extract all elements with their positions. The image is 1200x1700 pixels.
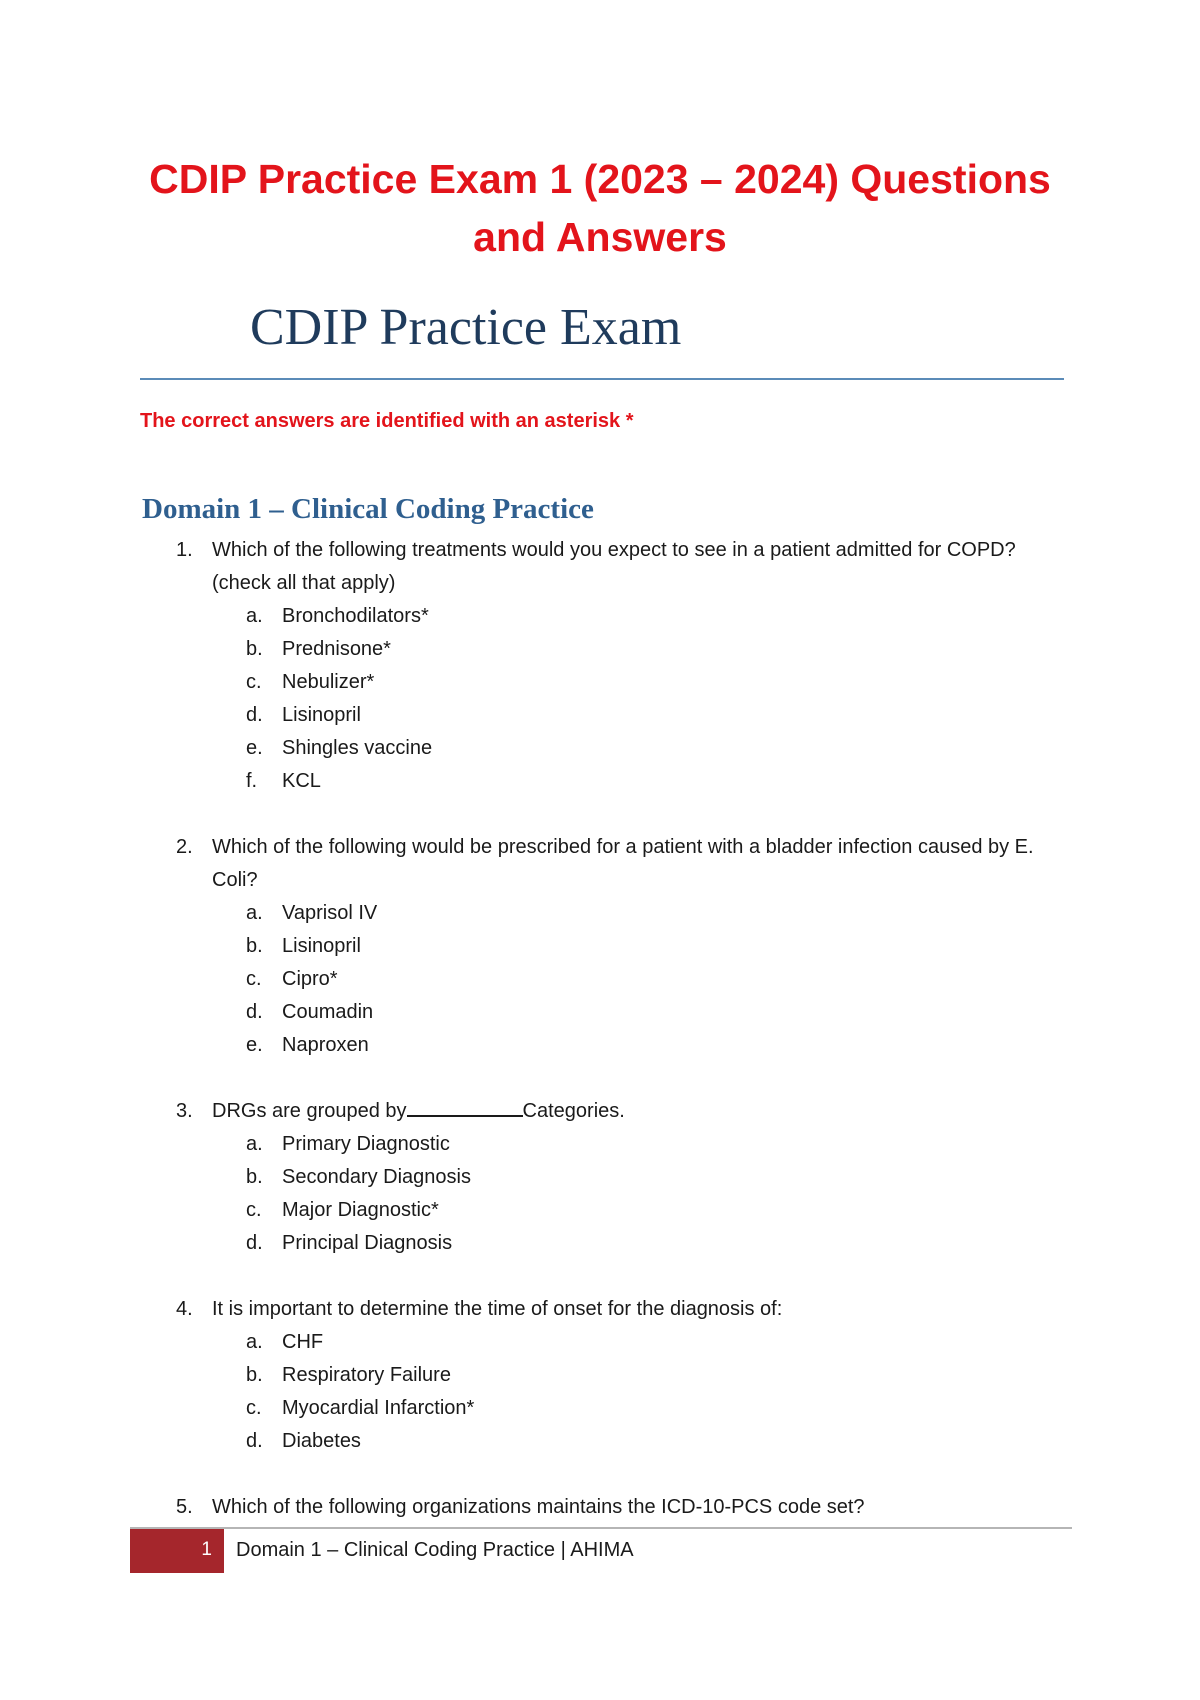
title-divider	[140, 378, 1064, 380]
answer-text: Cipro*	[282, 968, 338, 990]
answer-option	[246, 699, 1056, 732]
answer-letter: c.	[246, 671, 262, 693]
question-text: It is important to determine the time of onset for the diagnosis of:	[212, 1298, 783, 1320]
answer-letter: d.	[246, 1430, 263, 1452]
answer-option	[246, 1392, 1056, 1425]
answer-text: Diabetes	[282, 1430, 361, 1452]
answer-letter: c.	[246, 1397, 262, 1419]
answer-letter: b.	[246, 1166, 263, 1188]
answer-letter: a.	[246, 1331, 263, 1353]
answer-text: KCL	[282, 770, 321, 792]
answer-letter: d.	[246, 1001, 263, 1023]
answer-text: CHF	[282, 1331, 324, 1353]
answer-text: Principal Diagnosis	[282, 1232, 453, 1254]
answer-option	[246, 633, 1056, 666]
answer-text: Major Diagnostic*	[282, 1199, 439, 1221]
answer-letter: e.	[246, 1034, 263, 1056]
answer-option	[246, 1425, 1056, 1458]
footer-page-box	[130, 1529, 224, 1573]
answer-letter: d.	[246, 1232, 263, 1254]
footer-divider	[130, 1527, 1072, 1529]
question-text-row	[176, 1095, 1056, 1128]
answer-option	[246, 1326, 1056, 1359]
fill-in-blank	[407, 1095, 523, 1117]
question-list	[176, 534, 1056, 1557]
page-number: 1	[201, 1539, 212, 1560]
answer-text: Myocardial Infarction*	[282, 1397, 475, 1419]
question-number: 4.	[176, 1298, 193, 1320]
question-text-after: Categories.	[522, 1100, 625, 1122]
answer-letter: e.	[246, 737, 263, 759]
answer-option	[246, 1029, 1056, 1062]
answer-text: Shingles vaccine	[282, 737, 433, 759]
answer-letter: c.	[246, 968, 262, 990]
answer-text: Lisinopril	[282, 704, 361, 726]
answer-text: Vaprisol IV	[282, 902, 378, 924]
answer-list	[176, 897, 1056, 1062]
answer-list	[176, 600, 1056, 798]
answer-list	[176, 1128, 1056, 1260]
answer-option	[246, 765, 1056, 798]
answer-option	[246, 666, 1056, 699]
answer-option	[246, 930, 1056, 963]
answer-letter: a.	[246, 605, 263, 627]
question-text-before: DRGs are grouped by	[212, 1100, 407, 1122]
question-text-row	[176, 1293, 1056, 1326]
answer-option	[246, 897, 1056, 930]
question-4	[176, 1293, 1056, 1458]
answer-key-note: The correct answers are identified with an asterisk *	[140, 410, 634, 432]
document-title: CDIP Practice Exam 1 (2023 – 2024) Questions and Answers	[149, 156, 1051, 260]
answer-text: Prednisone*	[282, 638, 391, 660]
answer-letter: c.	[246, 1199, 262, 1221]
question-number: 5.	[176, 1496, 193, 1518]
question-3	[176, 1095, 1056, 1260]
question-text: Which of the following organizations maintains the ICD-10-PCS code set?	[212, 1496, 865, 1518]
answer-letter: b.	[246, 638, 263, 660]
footer-text: Domain 1 – Clinical Coding Practice | AHIMA	[236, 1539, 634, 1561]
question-text-row	[176, 831, 1056, 897]
domain-heading: Domain 1 – Clinical Coding Practice	[142, 493, 594, 525]
answer-option	[246, 963, 1056, 996]
answer-option	[246, 1161, 1056, 1194]
answer-text: Respiratory Failure	[282, 1364, 451, 1386]
question-number: 1.	[176, 539, 193, 561]
answer-text: Bronchodilators*	[282, 605, 429, 627]
question-text: Which of the following treatments would you expect to see in a patient admitted for COPD? (check all that apply)	[212, 539, 1016, 594]
answer-letter: b.	[246, 935, 263, 957]
question-text: Which of the following would be prescribed for a patient with a bladder infection caused by E. Coli?	[212, 836, 1034, 891]
answer-option	[246, 1128, 1056, 1161]
question-5	[176, 1491, 1056, 1524]
answer-text: Primary Diagnostic	[282, 1133, 450, 1155]
answer-letter: b.	[246, 1364, 263, 1386]
answer-text: Coumadin	[282, 1001, 374, 1023]
question-number: 2.	[176, 836, 193, 858]
answer-option	[246, 600, 1056, 633]
answer-option	[246, 1227, 1056, 1260]
answer-letter: a.	[246, 1133, 263, 1155]
answer-text: Naproxen	[282, 1034, 369, 1056]
answer-text: Lisinopril	[282, 935, 361, 957]
answer-option	[246, 732, 1056, 765]
answer-option	[246, 996, 1056, 1029]
answer-letter: d.	[246, 704, 263, 726]
answer-text: Secondary Diagnosis	[282, 1166, 471, 1188]
question-2	[176, 831, 1056, 1062]
question-text-row	[176, 534, 1056, 600]
question-text-row	[176, 1491, 1056, 1524]
answer-option	[246, 1194, 1056, 1227]
question-number: 3.	[176, 1100, 193, 1122]
answer-text: Nebulizer*	[282, 671, 375, 693]
answer-list	[176, 1326, 1056, 1458]
answer-letter: a.	[246, 902, 263, 924]
document-subtitle: CDIP Practice Exam	[250, 299, 682, 356]
answer-letter: f.	[246, 770, 258, 792]
answer-option	[246, 1359, 1056, 1392]
question-1	[176, 534, 1056, 798]
